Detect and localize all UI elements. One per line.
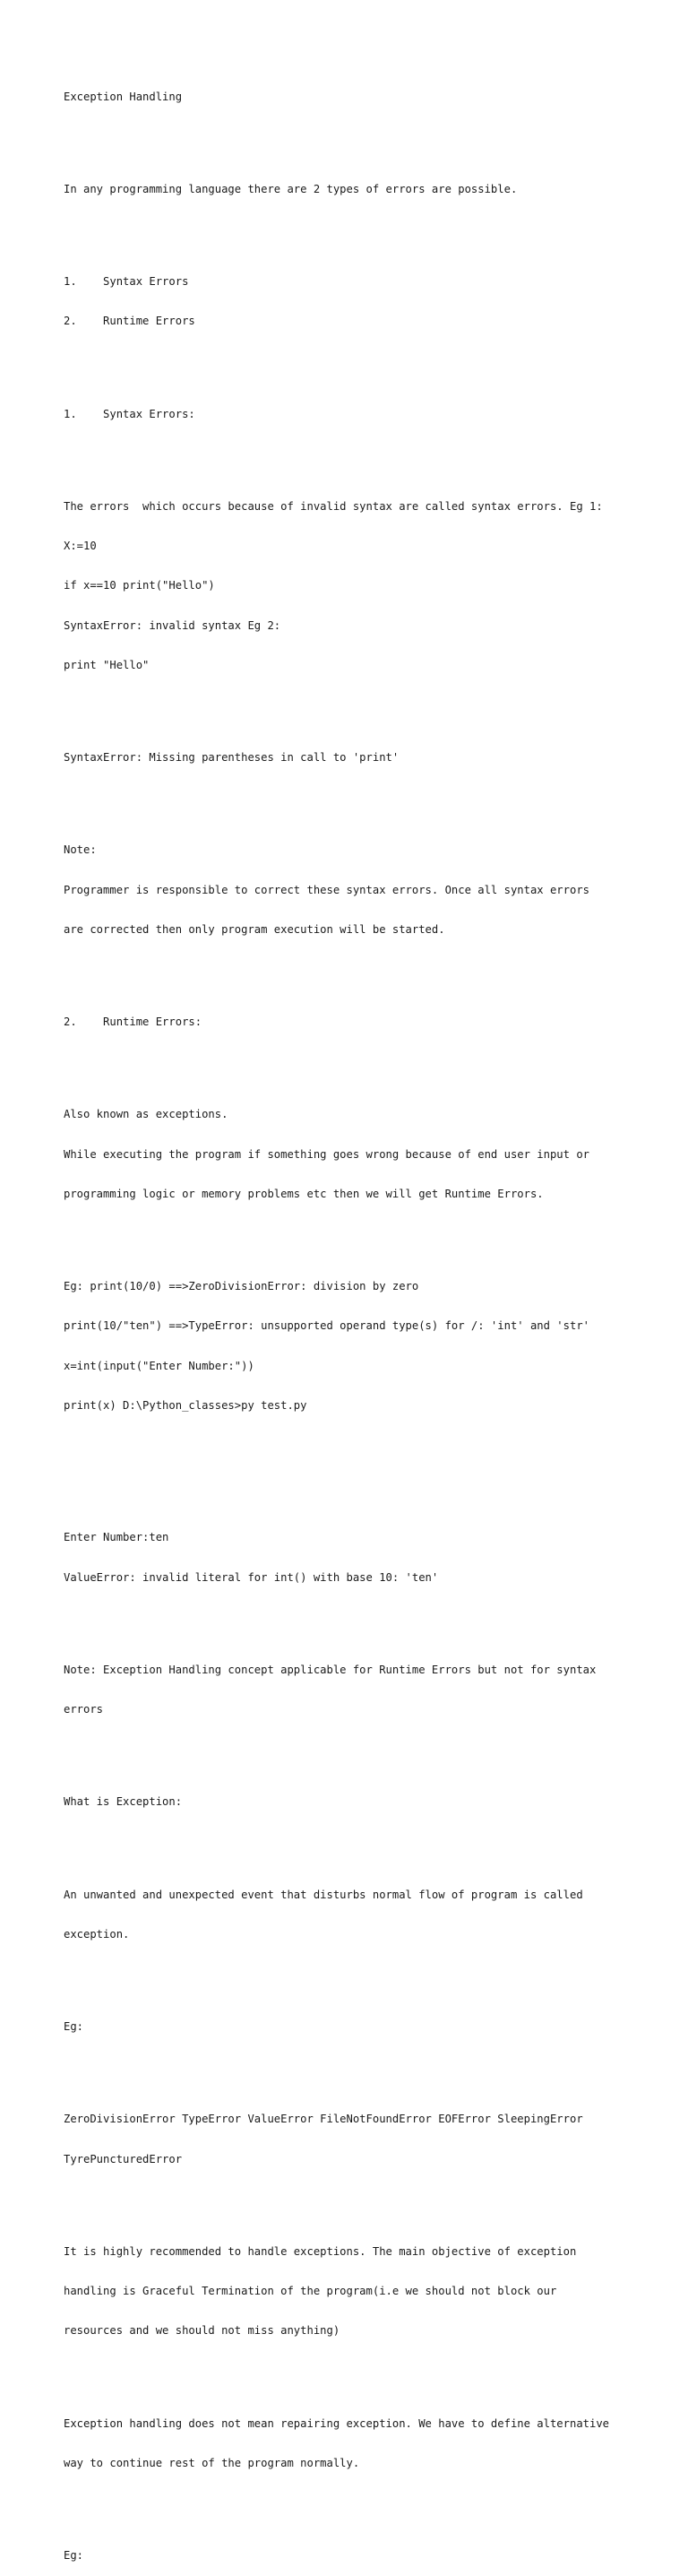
output-line: Enter Number:ten: [64, 1531, 169, 1544]
output-line: ValueError: invalid literal for int() with base 10: 'ten': [64, 1570, 439, 1584]
spacer: [64, 2364, 637, 2378]
spacer: [64, 447, 637, 461]
spacer: [64, 1967, 637, 1981]
spacer: [64, 963, 637, 976]
spacer: [64, 2192, 637, 2206]
example-code-line: x=int(input("Enter Number:")): [64, 1359, 254, 1372]
spacer: [64, 1742, 637, 1756]
exception-names-line: TyrePuncturedError: [64, 2152, 183, 2165]
spacer: [64, 2496, 637, 2510]
intro-text: In any programming language there are 2 types of errors are possible.: [64, 182, 518, 195]
spacer: [64, 1055, 637, 1068]
recommendation-line: resources and we should not miss anything): [64, 2324, 340, 2338]
example-code-line: print(10/"ten") ==>TypeError: unsupported operand type(s) for /: 'int' and 'str': [64, 1319, 589, 1333]
eg-label: Eg:: [64, 2549, 84, 2562]
example-code-line: Eg: print(10/0) ==>ZeroDivisionError: division by zero: [64, 1280, 419, 1292]
spacer: [64, 222, 637, 236]
recommendation-line: handling is Graceful Termination of the program(i.e we should not block our: [64, 2285, 557, 2297]
syntax-body-line: SyntaxError: invalid syntax Eg 2:: [64, 618, 281, 632]
exception-names-line: ZeroDivisionError TypeError ValueError FileNotFoundError EOFError SleepingError: [64, 2113, 583, 2126]
document-title: Exception Handling: [64, 90, 183, 103]
eg-label: Eg:: [64, 2020, 84, 2033]
runtime-body-line: Also known as exceptions.: [64, 1108, 228, 1121]
spacer: [64, 1439, 637, 1491]
definition-line: exception.: [64, 1927, 130, 1941]
spacer: [64, 130, 637, 143]
definition-line: An unwanted and unexpected event that disturbs normal flow of program is called: [64, 1888, 583, 1901]
syntax-body-line: if x==10 print("Hello"): [64, 579, 215, 592]
note-line: Note:: [64, 843, 97, 857]
error-type-item: 1. Syntax Errors: [64, 275, 189, 288]
syntax-body-line: The errors which occurs because of invalid syntax are called syntax errors. Eg 1:: [64, 499, 603, 513]
note-line: errors: [64, 1703, 104, 1716]
spacer: [64, 2060, 637, 2073]
spacer: [64, 1836, 637, 1849]
note-line: Note: Exception Handling concept applicable for Runtime Errors but not for syntax: [64, 1663, 597, 1676]
runtime-errors-heading: 2. Runtime Errors:: [64, 1016, 202, 1028]
spacer: [64, 355, 637, 368]
runtime-body-line: programming logic or memory problems etc then we will get Runtime Errors.: [64, 1187, 544, 1200]
syntax-errors-heading: 1. Syntax Errors:: [64, 407, 195, 420]
syntax-body-line: print "Hello": [64, 658, 150, 671]
meaning-line: way to continue rest of the program normally.: [64, 2456, 360, 2469]
example-code-line: print(x) D:\Python_classes>py test.py: [64, 1398, 307, 1412]
syntax-body-line: X:=10: [64, 540, 97, 552]
syntax-missing-paren-line: SyntaxError: Missing parentheses in call to 'print': [64, 751, 400, 764]
what-is-exception-heading: What is Exception:: [64, 1795, 183, 1809]
spacer: [64, 1611, 637, 1624]
spacer: [64, 1227, 637, 1240]
meaning-line: Exception handling does not mean repairing exception. We have to define alternative: [64, 2416, 610, 2430]
spacer: [64, 698, 637, 712]
error-type-item: 2. Runtime Errors: [64, 315, 195, 328]
note-line: Programmer is responsible to correct these syntax errors. Once all syntax errors: [64, 883, 589, 896]
note-line: are corrected then only program execution will be started.: [64, 922, 445, 936]
document-page: [64, 64, 637, 2576]
spacer: [64, 791, 637, 804]
recommendation-line: It is highly recommended to handle exceptions. The main objective of exception: [64, 2244, 577, 2258]
runtime-body-line: While executing the program if something goes wrong because of end user input or: [64, 1147, 589, 1161]
